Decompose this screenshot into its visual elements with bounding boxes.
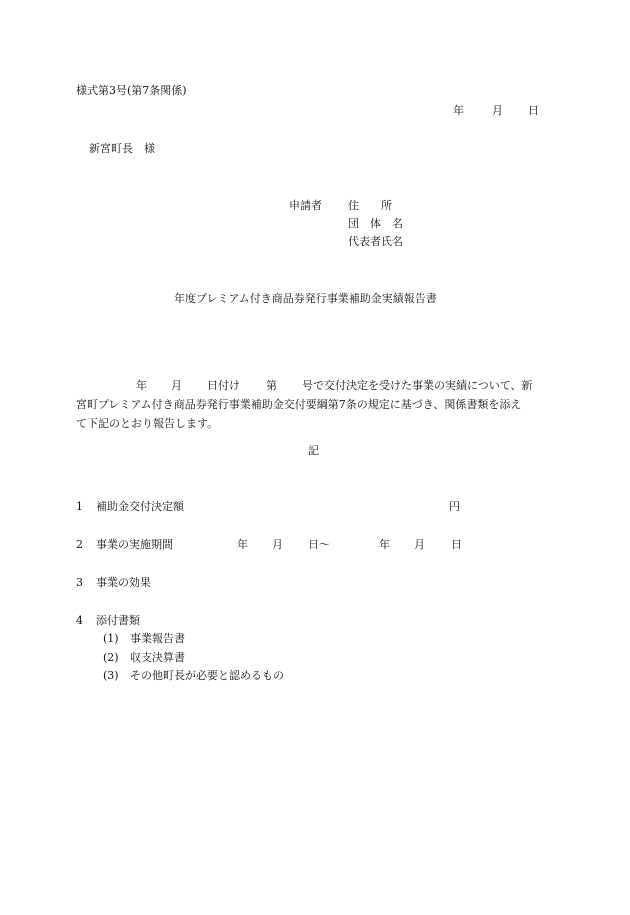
item-4-sub-2-label: 収支決算書 [130, 651, 185, 664]
item-4-sub-1-number: (1) [103, 632, 119, 645]
applicant-rep-label: 代表者氏名 [348, 235, 403, 248]
date-day: 日 [528, 104, 539, 117]
body-line2: 宮町プレミアム付き商品券発行事業補助金交付要綱第7条の規定に基づき、関係書類を添え [76, 398, 522, 411]
applicant-org-label: 団 体 名 [348, 217, 403, 230]
item-3-label: 事業の効果 [96, 576, 151, 589]
item-3-number: 3 [76, 576, 83, 589]
item-4-sub-3-label: その他町長が必要と認めるもの [130, 669, 284, 682]
item-2-from-year: 年 [237, 538, 248, 551]
date-year: 年 [453, 104, 464, 117]
applicant-label: 申請者 [289, 199, 322, 212]
form-number: 様式第3号(第7条関係) [76, 84, 187, 97]
applicant-address-label: 住 所 [348, 199, 392, 212]
body-dated: 日付け [207, 379, 240, 392]
item-2-to-month: 月 [414, 538, 425, 551]
date-month: 月 [492, 104, 503, 117]
body-line1-rest: 号で交付決定を受けた事業の実績について、新 [302, 379, 533, 392]
item-2-number: 2 [76, 538, 83, 551]
item-4-sub-1-label: 事業報告書 [130, 632, 185, 645]
body-line3: て下記のとおり報告します。 [76, 417, 219, 430]
ki-heading: 記 [308, 444, 319, 457]
body-year: 年 [136, 379, 147, 392]
item-2-to-year: 年 [379, 538, 390, 551]
body-month: 月 [171, 379, 182, 392]
item-4-sub-3-number: (3) [103, 669, 119, 682]
body-dai: 第 [266, 379, 277, 392]
item-1-number: 1 [76, 500, 83, 513]
item-2-to-day: 日 [451, 538, 462, 551]
item-2-from-day: 日～ [308, 538, 330, 551]
item-4-label: 添付書類 [96, 614, 140, 627]
body-paragraph [76, 376, 552, 433]
item-2-label: 事業の実施期間 [96, 538, 173, 551]
item-1-unit: 円 [449, 500, 460, 513]
document-title: 年度プレミアム付き商品券発行事業補助金実績報告書 [174, 292, 437, 305]
item-1-label: 補助金交付決定額 [96, 500, 184, 513]
item-4-number: 4 [76, 614, 83, 627]
addressee: 新宮町長 様 [89, 142, 155, 155]
item-2-from-month: 月 [272, 538, 283, 551]
item-4-sub-2-number: (2) [103, 651, 119, 664]
